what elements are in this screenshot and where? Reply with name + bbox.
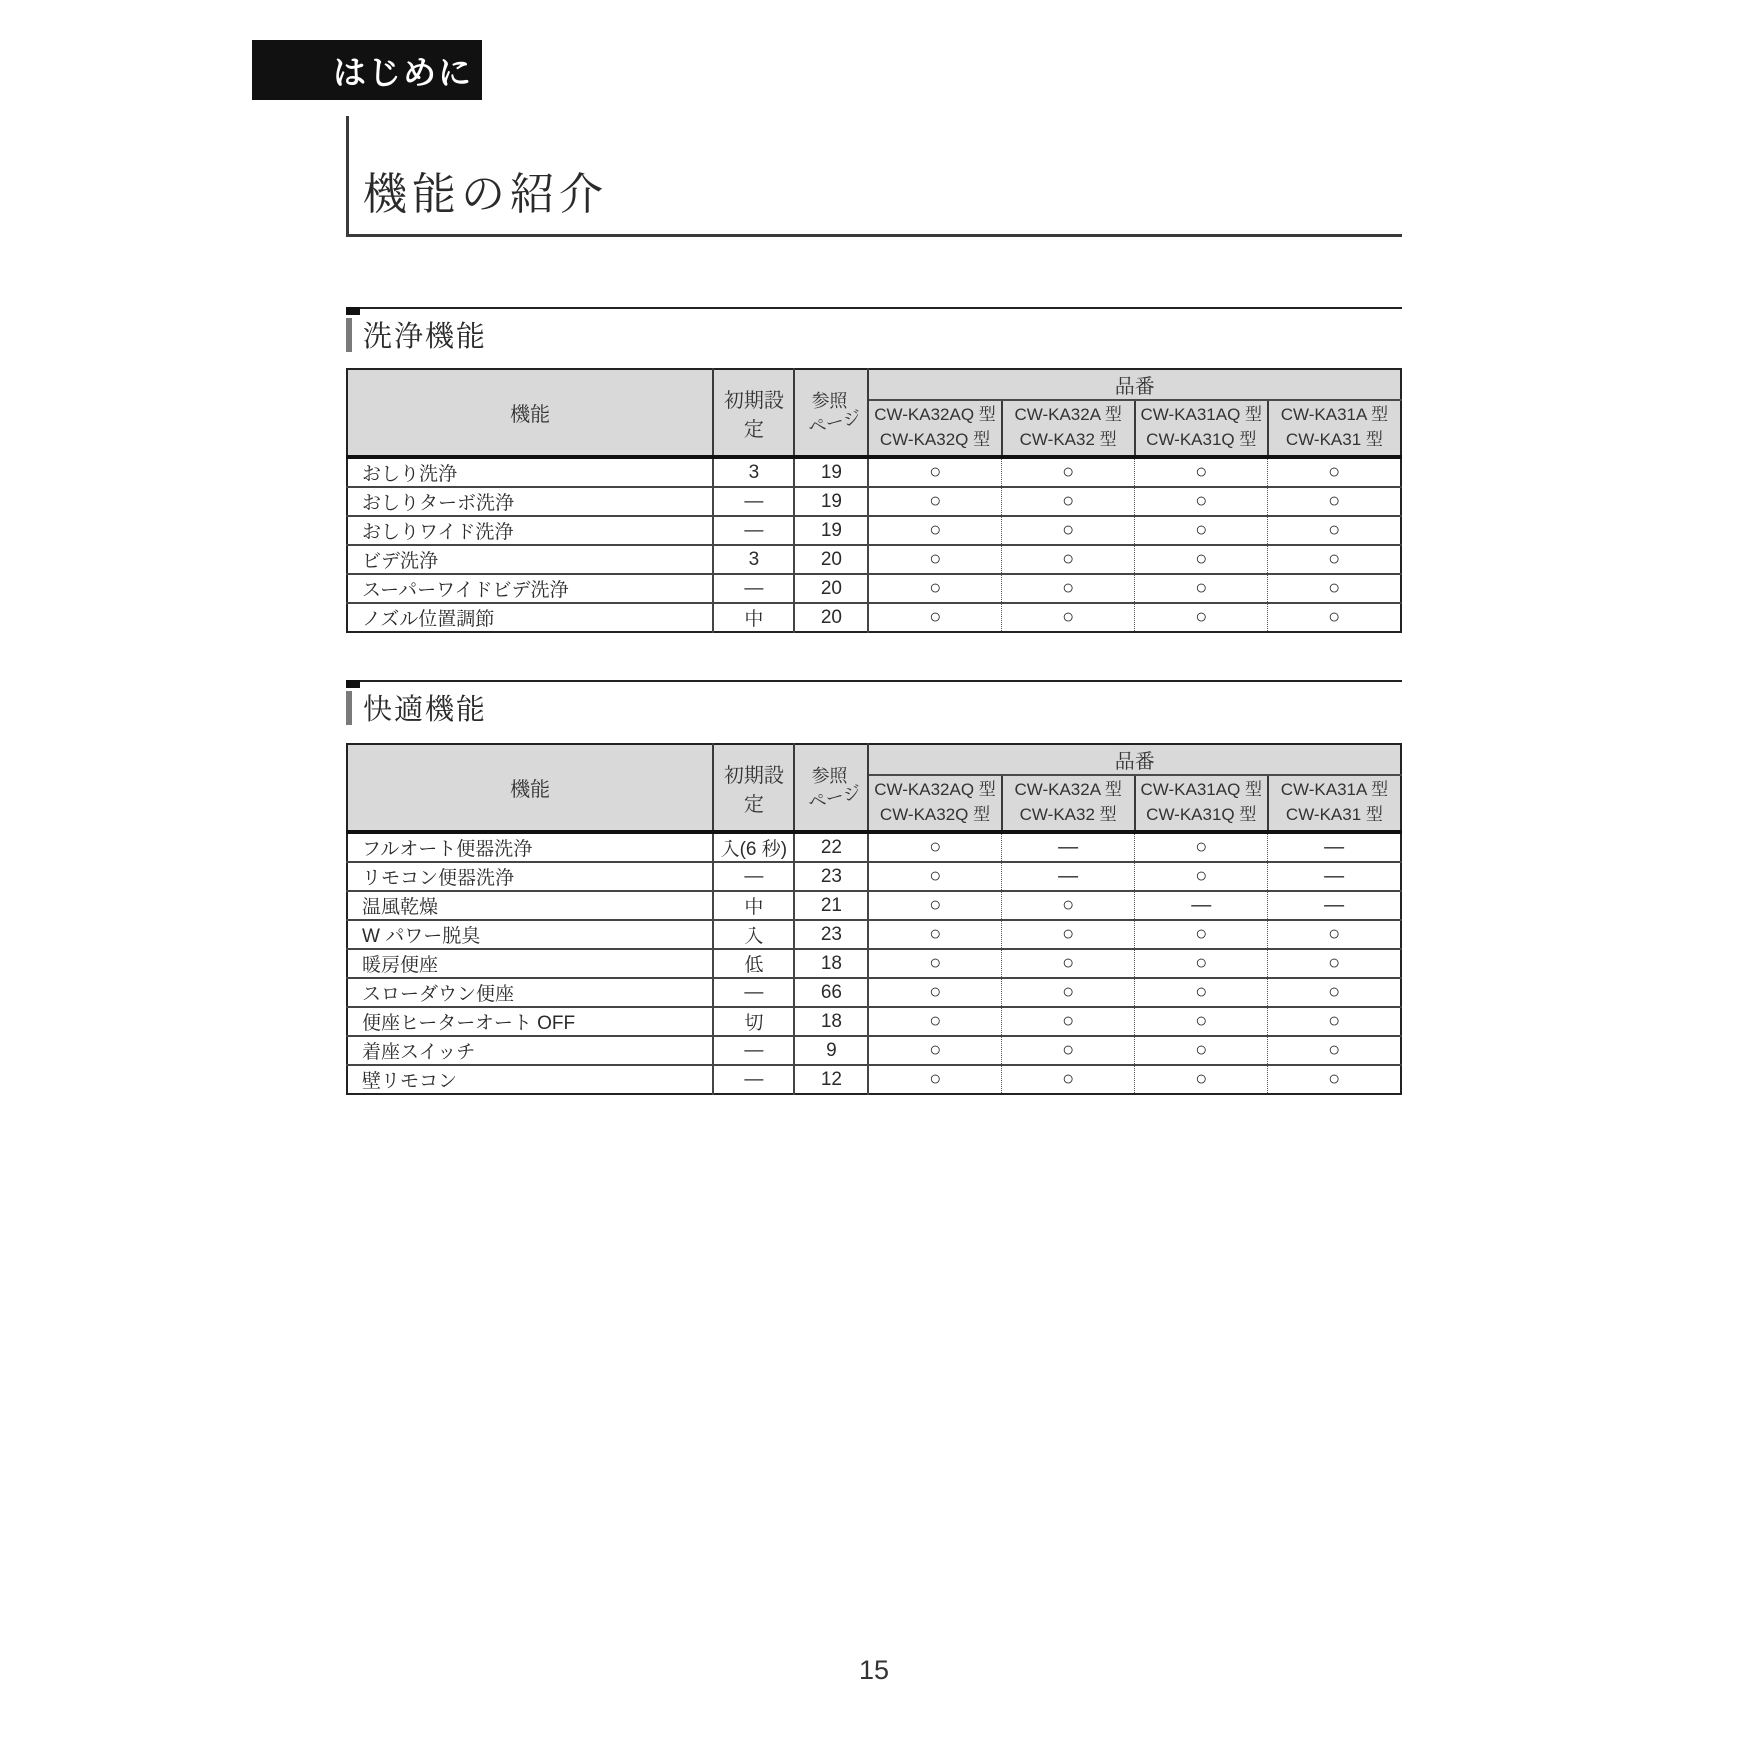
page-ref-cell: 23: [794, 920, 868, 949]
model-name: CW-KA32A 型: [1014, 405, 1122, 425]
model-name: CW-KA32AQ 型: [874, 780, 996, 800]
model-name: CW-KA31 型: [1285, 805, 1383, 824]
support-cell: —: [1268, 832, 1401, 862]
product-number-group-header: 品番: [868, 369, 1401, 400]
section-comfort-functions: [346, 680, 1402, 1090]
page-ref-cell: 23: [794, 862, 868, 891]
model-column-header: [868, 775, 1001, 832]
support-cell: ○: [868, 832, 1001, 862]
table-row: [347, 920, 1401, 949]
support-cell: —: [1002, 862, 1135, 891]
support-cell: ○: [1002, 545, 1135, 574]
support-cell: ○: [1268, 516, 1401, 545]
table-row: [347, 545, 1401, 574]
support-cell: ○: [1002, 457, 1135, 487]
page-ref-line2: ページ: [805, 781, 863, 813]
default-setting-cell: —: [713, 1065, 794, 1094]
support-cell: ○: [1268, 949, 1401, 978]
model-name: CW-KA32A 型: [1014, 780, 1122, 800]
support-cell: —: [1268, 891, 1401, 920]
product-number-group-header: 品番: [868, 744, 1401, 775]
model-name: CW-KA32AQ 型: [874, 405, 996, 425]
model-name: CW-KA32Q 型: [879, 805, 991, 824]
default-setting-cell: —: [713, 978, 794, 1007]
table-row: [347, 891, 1401, 920]
support-cell: ○: [868, 862, 1001, 891]
function-cell: 暖房便座: [347, 949, 713, 978]
page-ref-column-header: [794, 744, 868, 832]
table-header: [347, 369, 1401, 457]
table-row: [347, 603, 1401, 632]
support-cell: ○: [1135, 1036, 1268, 1065]
table-row: [347, 516, 1401, 545]
page-ref-cell: 12: [794, 1065, 868, 1094]
function-cell: 着座スイッチ: [347, 1036, 713, 1065]
model-name: CW-KA31Q 型: [1146, 430, 1257, 449]
function-cell: W パワー脱臭: [347, 920, 713, 949]
page-ref-line1: 参照: [811, 765, 848, 786]
support-cell: ○: [868, 891, 1001, 920]
support-cell: ○: [868, 574, 1001, 603]
support-cell: ○: [868, 545, 1001, 574]
support-cell: ○: [1002, 1065, 1135, 1094]
model-column-header: [1002, 400, 1135, 457]
support-cell: ○: [1002, 574, 1135, 603]
function-cell: リモコン便器洗浄: [347, 862, 713, 891]
model-column-header: [1268, 775, 1401, 832]
support-cell: ○: [868, 920, 1001, 949]
support-cell: —: [1002, 832, 1135, 862]
table-row: [347, 978, 1401, 1007]
page-ref-cell: 19: [794, 516, 868, 545]
table-row: [347, 487, 1401, 516]
table-row: [347, 457, 1401, 487]
default-setting-cell: 中: [713, 891, 794, 920]
support-cell: ○: [868, 487, 1001, 516]
table-row: [347, 1007, 1401, 1036]
function-cell: おしり洗浄: [347, 457, 713, 487]
default-setting-column-header: 初期設定: [713, 369, 794, 457]
chapter-tag-label: はじめに: [333, 53, 473, 91]
section-washing-functions: [346, 307, 1402, 637]
support-cell: ○: [1268, 1007, 1401, 1036]
function-cell: 便座ヒーターオート OFF: [347, 1007, 713, 1036]
function-cell: 壁リモコン: [347, 1065, 713, 1094]
page-ref-cell: 9: [794, 1036, 868, 1065]
page-ref-cell: 18: [794, 1007, 868, 1036]
model-name: CW-KA32Q 型: [879, 430, 991, 449]
default-setting-cell: —: [713, 516, 794, 545]
support-cell: ○: [868, 603, 1001, 632]
support-cell: ○: [1002, 949, 1135, 978]
function-cell: フルオート便器洗浄: [347, 832, 713, 862]
function-column-header: 機能: [347, 369, 713, 457]
model-column-header: [1268, 400, 1401, 457]
page-ref-cell: 22: [794, 832, 868, 862]
support-cell: —: [1135, 891, 1268, 920]
page-ref-cell: 20: [794, 545, 868, 574]
support-cell: ○: [1268, 603, 1401, 632]
support-cell: ○: [1135, 603, 1268, 632]
default-setting-cell: 3: [713, 457, 794, 487]
function-cell: ノズル位置調節: [347, 603, 713, 632]
support-cell: ○: [1135, 487, 1268, 516]
function-cell: 温風乾燥: [347, 891, 713, 920]
default-setting-cell: —: [713, 1036, 794, 1065]
table-row: [347, 862, 1401, 891]
support-cell: ○: [1002, 487, 1135, 516]
table-body: [347, 457, 1401, 632]
page-ref-cell: 19: [794, 487, 868, 516]
support-cell: ○: [1002, 603, 1135, 632]
table-row: [347, 949, 1401, 978]
comfort-functions-table-wrap: [346, 743, 1402, 1095]
function-cell: ビデ洗浄: [347, 545, 713, 574]
section-accent-bar: [346, 318, 352, 352]
default-setting-cell: 中: [713, 603, 794, 632]
function-cell: おしりターボ洗浄: [347, 487, 713, 516]
comfort-functions-table: [346, 743, 1402, 1095]
support-cell: ○: [1268, 1036, 1401, 1065]
support-cell: ○: [1268, 978, 1401, 1007]
page-ref-cell: 19: [794, 457, 868, 487]
section-accent-bar: [346, 691, 352, 725]
model-column-header: [868, 400, 1001, 457]
page-ref-column-header: [794, 369, 868, 457]
function-column-header: 機能: [347, 744, 713, 832]
default-setting-cell: —: [713, 574, 794, 603]
support-cell: —: [1268, 862, 1401, 891]
function-cell: おしりワイド洗浄: [347, 516, 713, 545]
model-name: CW-KA31A 型: [1280, 405, 1389, 425]
model-name: CW-KA32 型: [1019, 430, 1117, 449]
support-cell: ○: [1135, 1007, 1268, 1036]
washing-functions-table: [346, 368, 1402, 633]
support-cell: ○: [1268, 545, 1401, 574]
model-name: CW-KA31A 型: [1280, 780, 1389, 800]
default-setting-cell: —: [713, 862, 794, 891]
support-cell: ○: [1002, 978, 1135, 1007]
support-cell: ○: [1135, 457, 1268, 487]
function-cell: スーパーワイドビデ洗浄: [347, 574, 713, 603]
section-heading: [346, 680, 1402, 728]
support-cell: ○: [1268, 1065, 1401, 1094]
support-cell: ○: [1268, 487, 1401, 516]
chapter-tag: [252, 40, 482, 100]
support-cell: ○: [868, 516, 1001, 545]
page-ref-line1: 参照: [811, 390, 848, 411]
title-block: [346, 116, 1402, 237]
support-cell: ○: [1002, 891, 1135, 920]
support-cell: ○: [1002, 1007, 1135, 1036]
model-name: CW-KA31AQ 型: [1140, 405, 1263, 425]
table-header: [347, 744, 1401, 832]
section-title: 快適機能: [363, 694, 488, 726]
support-cell: ○: [1002, 920, 1135, 949]
default-setting-cell: 低: [713, 949, 794, 978]
default-setting-cell: 3: [713, 545, 794, 574]
page-title: 機能の紹介: [363, 170, 608, 219]
table-row: [347, 832, 1401, 862]
table-row: [347, 1065, 1401, 1094]
support-cell: ○: [1135, 920, 1268, 949]
support-cell: ○: [1268, 574, 1401, 603]
page-ref-line2: ページ: [805, 406, 863, 438]
model-name: CW-KA31 型: [1285, 430, 1383, 449]
model-name: CW-KA32 型: [1019, 805, 1117, 824]
model-column-header: [1002, 775, 1135, 832]
washing-functions-table-wrap: [346, 368, 1402, 633]
support-cell: ○: [1135, 832, 1268, 862]
section-heading: [346, 307, 1402, 355]
support-cell: ○: [1135, 978, 1268, 1007]
support-cell: ○: [1135, 545, 1268, 574]
support-cell: ○: [868, 1065, 1001, 1094]
table-body: [347, 832, 1401, 1094]
support-cell: ○: [1135, 1065, 1268, 1094]
page-ref-cell: 20: [794, 574, 868, 603]
support-cell: ○: [868, 457, 1001, 487]
support-cell: ○: [1002, 1036, 1135, 1065]
page-ref-cell: 18: [794, 949, 868, 978]
model-name: CW-KA31Q 型: [1146, 805, 1257, 824]
default-setting-cell: 入: [713, 920, 794, 949]
function-cell: スローダウン便座: [347, 978, 713, 1007]
model-column-header: [1135, 775, 1268, 832]
support-cell: ○: [868, 1036, 1001, 1065]
table-row: [347, 574, 1401, 603]
support-cell: ○: [868, 949, 1001, 978]
default-setting-cell: 切: [713, 1007, 794, 1036]
model-name: CW-KA31AQ 型: [1140, 780, 1263, 800]
page-number: 15: [858, 1655, 890, 1685]
page-ref-cell: 21: [794, 891, 868, 920]
support-cell: ○: [1268, 920, 1401, 949]
support-cell: ○: [868, 1007, 1001, 1036]
model-column-header: [1135, 400, 1268, 457]
support-cell: ○: [1135, 516, 1268, 545]
support-cell: ○: [1135, 574, 1268, 603]
support-cell: ○: [1268, 457, 1401, 487]
support-cell: ○: [1002, 516, 1135, 545]
default-setting-cell: 入(6 秒): [713, 832, 794, 862]
default-setting-column-header: 初期設定: [713, 744, 794, 832]
page-ref-cell: 20: [794, 603, 868, 632]
page-ref-cell: 66: [794, 978, 868, 1007]
default-setting-cell: —: [713, 487, 794, 516]
section-title: 洗浄機能: [363, 321, 488, 353]
table-row: [347, 1036, 1401, 1065]
support-cell: ○: [1135, 862, 1268, 891]
support-cell: ○: [1135, 949, 1268, 978]
support-cell: ○: [868, 978, 1001, 1007]
